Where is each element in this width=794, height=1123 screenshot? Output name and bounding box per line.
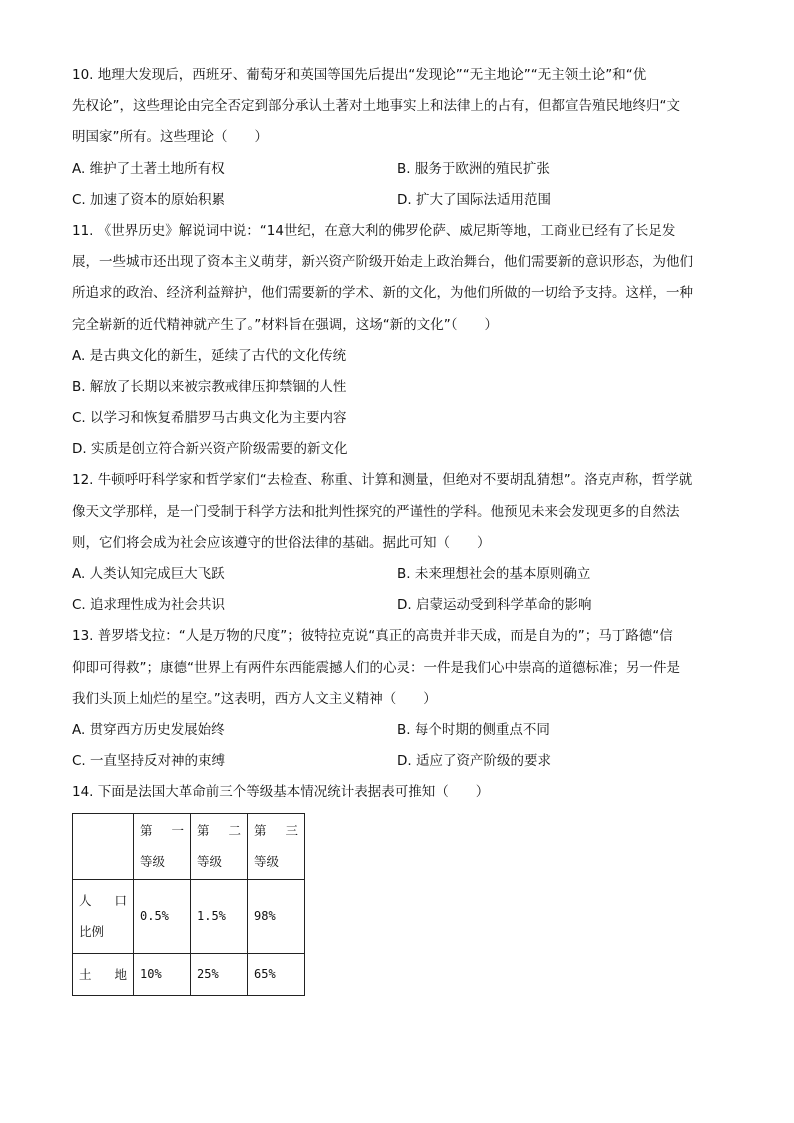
question-11-option-d[interactable]: D. 实质是创立符合新兴资产阶级需要的新文化 (72, 441, 348, 458)
question-10 (72, 60, 722, 216)
table-corner-cell (73, 813, 134, 879)
question-11-option-a[interactable]: A. 是古典文化的新生，延续了古代的文化传统 (72, 347, 347, 364)
land-second-estate: 25% (191, 953, 248, 995)
question-13-option-b[interactable]: B. 每个时期的侧重点不同 (397, 721, 550, 738)
population-first-estate: 0.5% (134, 879, 191, 953)
table-row-population (73, 879, 305, 953)
question-10-option-b[interactable]: B. 服务于欧洲的殖民扩张 (397, 160, 550, 177)
question-12-stem-line-2: 像天文学那样，是一门受制于科学方法和批判性探究的严谨性的学科。他预见未来会发现更多的自然法 (72, 503, 680, 520)
estates-statistics-table (72, 813, 305, 996)
question-10-options-row-2 (72, 185, 722, 216)
question-13-options-row-2 (72, 746, 722, 777)
question-12-stem-line-3: 则，它们将会成为社会应该遵守的世俗法律的基础。据此可知（ ） (72, 534, 491, 551)
question-12-stem-line-1: 12. 牛顿呼吁科学家和哲学家们“去检查、称重、计算和测量，但绝对不要胡乱猜想”。洛克声称，哲学就 (72, 472, 693, 489)
question-10-option-d[interactable]: D. 扩大了国际法适用范围 (397, 191, 551, 208)
question-13-option-d[interactable]: D. 适应了资产阶级的要求 (397, 753, 551, 770)
question-11-stem-line-3: 所追求的政治、经济利益辩护，他们需要新的学术、新的文化，为他们所做的一切给予支持。这样，一种 (72, 285, 693, 302)
question-10-option-a[interactable]: A. 维护了土著土地所有权 (72, 160, 225, 177)
question-14-stem: 14. 下面是法国大革命前三个等级基本情况统计表据表可推知（ ） (72, 784, 490, 801)
question-13-stem-line-1: 13. 普罗塔戈拉：“人是万物的尺度”；彼特拉克说“真正的高贵并非天成，而是自为的”；马丁路德“信 (72, 628, 673, 645)
row-label-land: 土 地 (73, 953, 134, 995)
question-10-stem-line-3: 明国家”所有。这些理论（ ） (72, 129, 268, 146)
question-10-option-c[interactable]: C. 加速了资本的原始积累 (72, 191, 226, 208)
question-12-option-a[interactable]: A. 人类认知完成巨大飞跃 (72, 566, 225, 582)
question-14 (72, 777, 722, 995)
question-13-stem-line-2: 仰即可得救”；康德“世界上有两件东西能震撼人们的心灵：一件是我们心中崇高的道德标准；另一件是 (72, 659, 680, 676)
question-11-stem-line-2: 展，一些城市还出现了资本主义萌芽，新兴资产阶级开始走上政治舞台，他们需要新的意识形态，为他们 (72, 254, 693, 271)
question-13-option-a[interactable]: A. 贯穿西方历史发展始终 (72, 721, 225, 738)
land-first-estate: 10% (134, 953, 191, 995)
question-12-option-b[interactable]: B. 未来理想社会的基本原则确立 (397, 566, 591, 582)
header-second-estate: 第 二 等级 (191, 813, 248, 879)
question-11-option-b[interactable]: B. 解放了长期以来被宗教戒律压抑禁锢的人性 (72, 378, 347, 395)
question-12-options-row-1 (72, 559, 722, 590)
header-first-estate: 第 一 等级 (134, 813, 191, 879)
population-second-estate: 1.5% (191, 879, 248, 953)
table-row-land (73, 953, 305, 995)
question-13-stem-line-3: 我们头顶上灿烂的星空。”这表明，西方人文主义精神（ ） (72, 690, 437, 707)
question-12-options-row-2 (72, 590, 722, 621)
question-13-option-c[interactable]: C. 一直坚持反对神的束缚 (72, 753, 226, 770)
row-label-population: 人 口 比例 (73, 879, 134, 953)
question-11-option-c[interactable]: C. 以学习和恢复希腊罗马古典文化为主要内容 (72, 410, 347, 427)
question-13-options-row-1 (72, 715, 722, 746)
population-third-estate: 98% (248, 879, 305, 953)
land-third-estate: 65% (248, 953, 305, 995)
question-11 (72, 216, 722, 466)
question-11-stem-line-1: 11. 《世界历史》解说词中说：“14世纪，在意大利的佛罗伦萨、威尼斯等地，工商业已经有了长足发 (72, 222, 676, 239)
table-header-row (73, 813, 305, 879)
question-12-option-c[interactable]: C. 追求理性成为社会共识 (72, 597, 226, 614)
question-10-options-row-1 (72, 154, 722, 185)
exam-page (72, 60, 722, 996)
question-12 (72, 465, 722, 621)
question-13 (72, 621, 722, 777)
question-11-stem-line-4: 完全崭新的近代精神就产生了。”材料旨在强调，这场“新的文化”（ ） (72, 316, 498, 333)
question-12-option-d[interactable]: D. 启蒙运动受到科学革命的影响 (397, 597, 592, 614)
header-third-estate: 第 三 等级 (248, 813, 305, 879)
question-10-stem-line-2: 先权论”，这些理论由完全否定到部分承认土著对土地事实上和法律上的占有，但都宣告殖民地终归“文 (72, 98, 680, 115)
question-10-stem-line-1: 10. 地理大发现后，西班牙、葡萄牙和英国等国先后提出“发现论”“无主地论”“无主领土论”和“优 (72, 67, 647, 83)
